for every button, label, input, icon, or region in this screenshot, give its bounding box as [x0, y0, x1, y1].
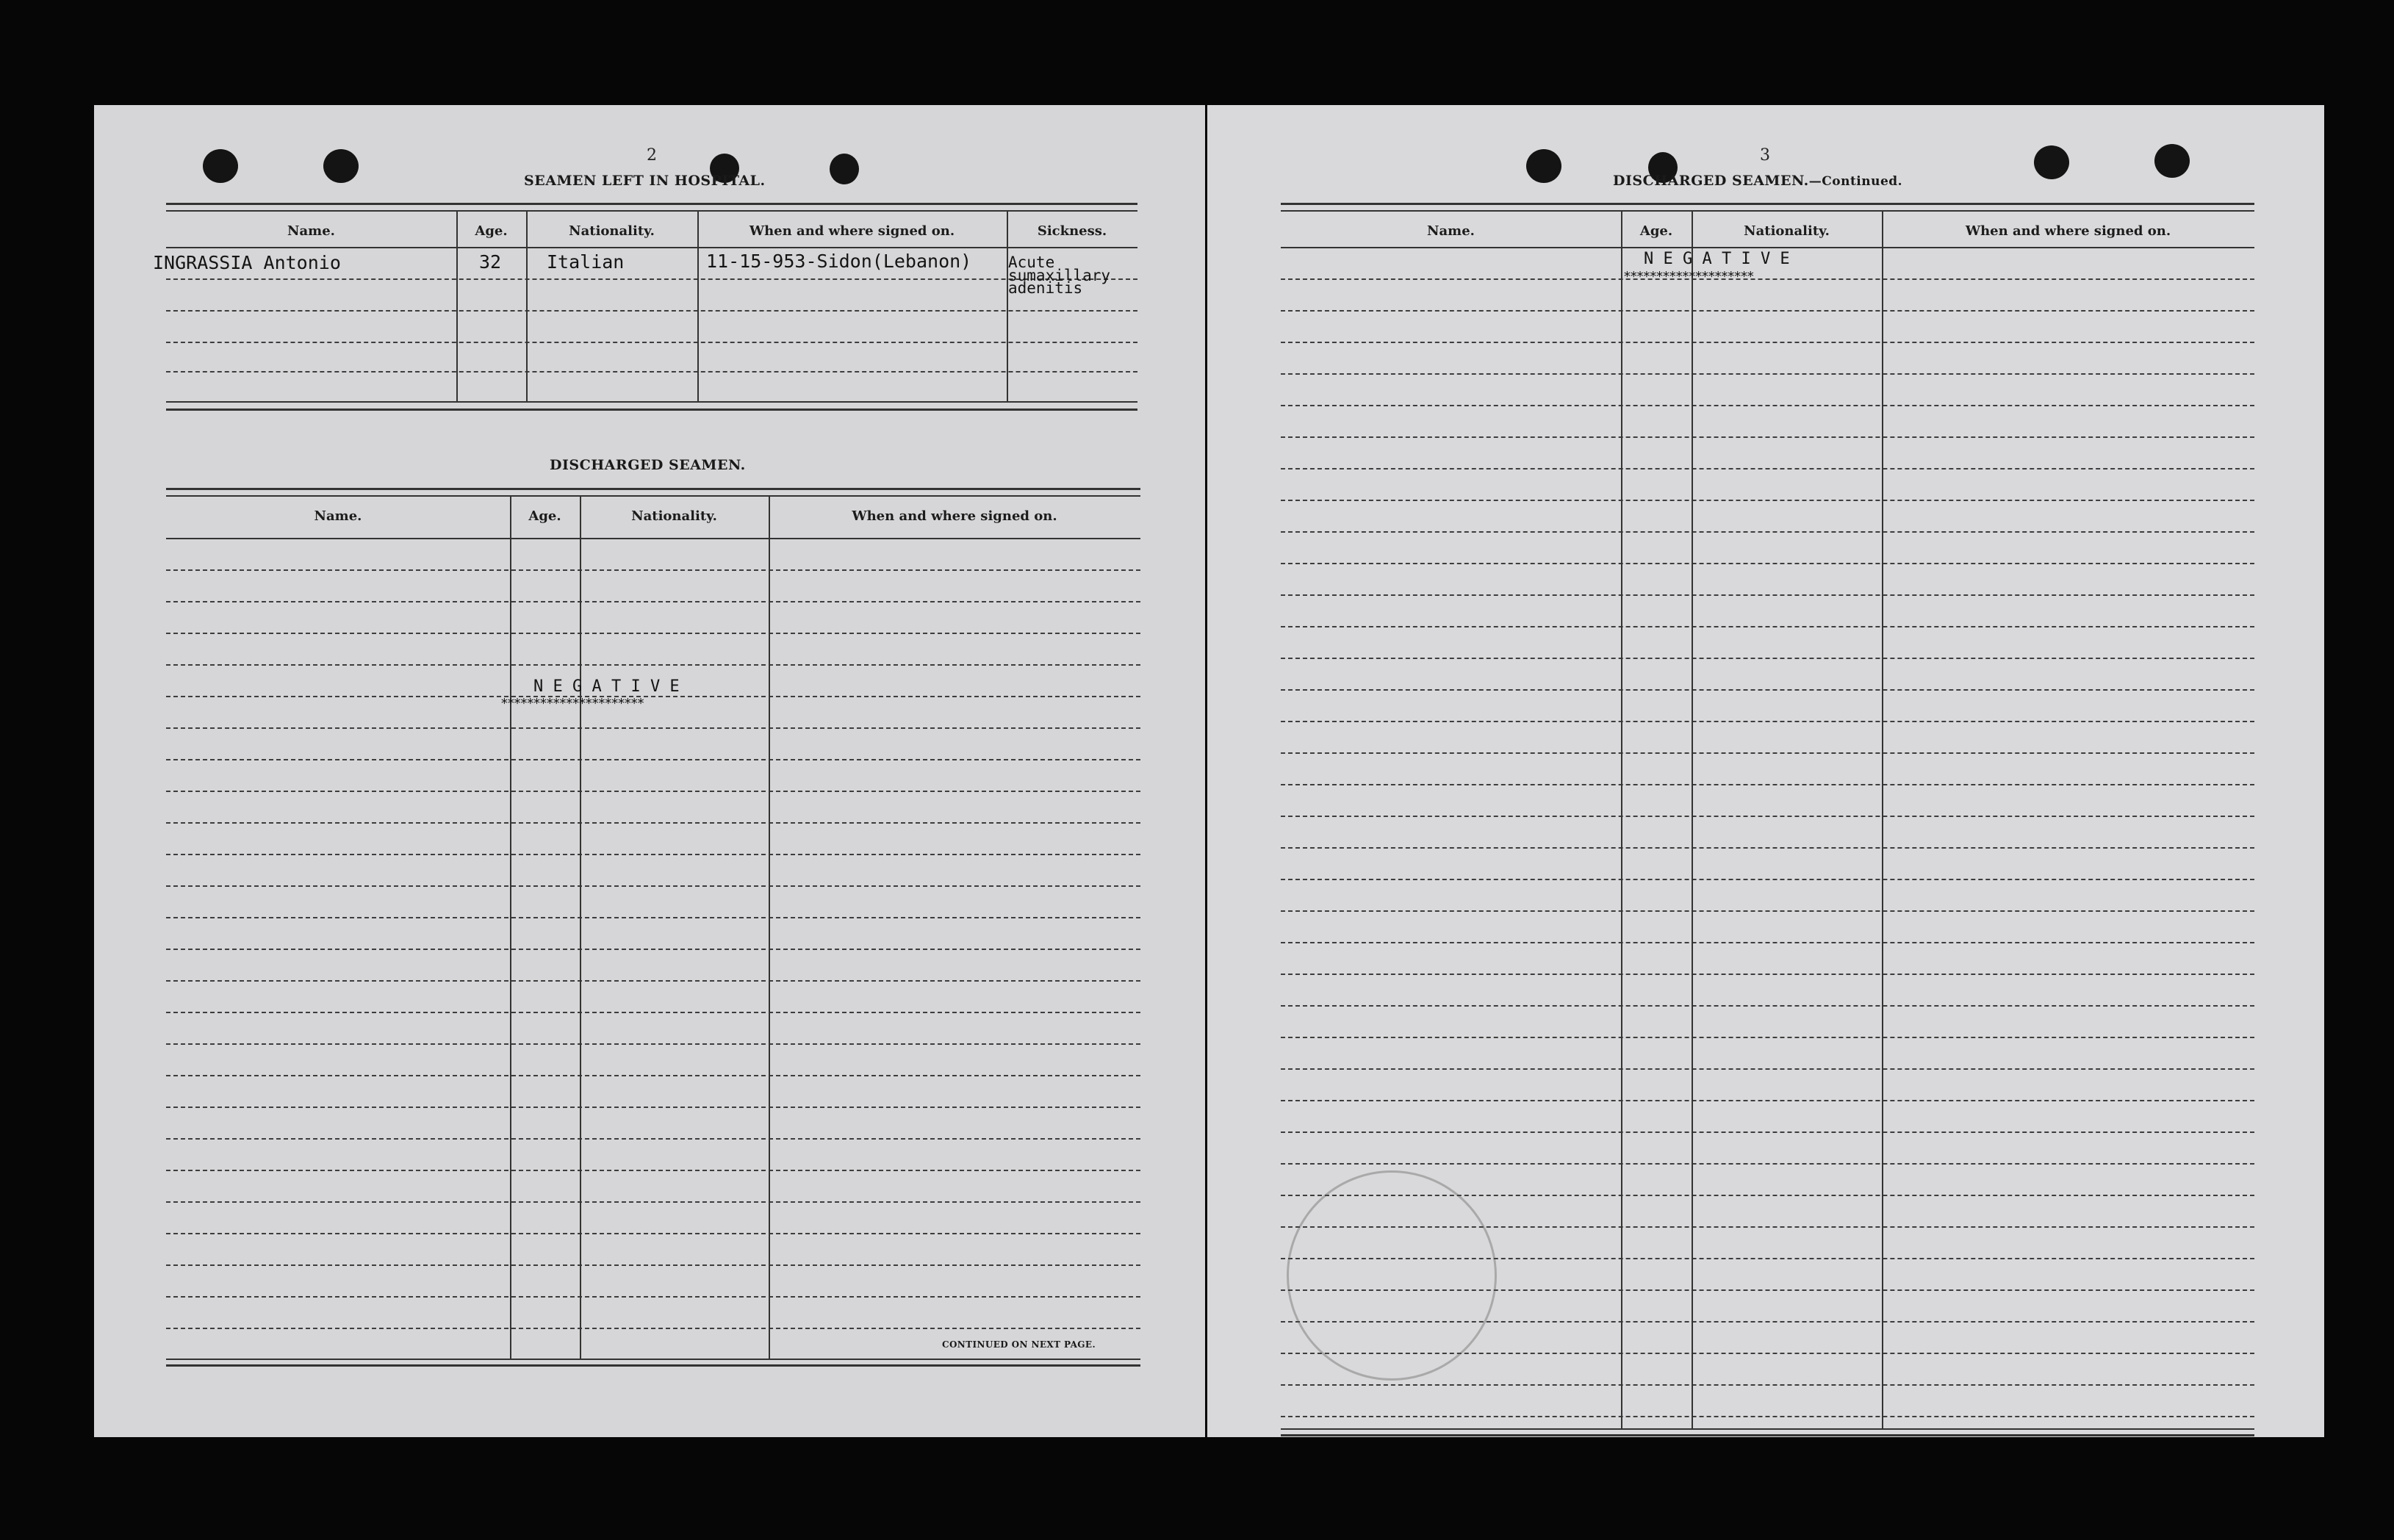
punch-hole	[1526, 149, 1561, 183]
title-suffix: —Continued.	[1808, 174, 1903, 189]
header-name: Name.	[314, 508, 362, 524]
header-nationality: Nationality.	[631, 508, 717, 524]
page-number: 3	[1760, 146, 1770, 165]
punch-hole	[830, 154, 859, 184]
header-age: Age.	[475, 223, 508, 239]
seaman-sickness: adenitis	[1008, 279, 1083, 297]
right-page	[1207, 105, 2324, 1437]
negative-underline: ********************	[1623, 269, 1753, 284]
punch-hole	[323, 149, 359, 183]
header-signed-on: When and where signed on.	[749, 223, 955, 239]
seaman-name: INGRASSIA Antonio	[153, 252, 341, 273]
negative-entry: N E G A T I V E	[1644, 250, 1790, 268]
header-name: Name.	[1427, 223, 1475, 239]
header-nationality: Nationality.	[1744, 223, 1830, 239]
header-sickness: Sickness.	[1037, 223, 1107, 239]
punch-hole	[2154, 144, 2190, 178]
continued-note: CONTINUED ON NEXT PAGE.	[942, 1339, 1096, 1350]
negative-underline: **********************	[500, 696, 644, 711]
header-name: Name.	[287, 223, 335, 239]
seaman-sickness: Acute	[1008, 253, 1055, 271]
seaman-age: 32	[479, 251, 502, 273]
seaman-sickness: sumaxillary	[1008, 267, 1111, 284]
header-signed-on: When and where signed on.	[1965, 223, 2171, 239]
header-signed-on: When and where signed on.	[852, 508, 1057, 524]
left-page	[94, 105, 1205, 1437]
hospital-section-title: SEAMEN LEFT IN HOSPITAL.	[524, 173, 766, 189]
header-age: Age.	[1639, 223, 1673, 239]
faded-stamp	[1287, 1170, 1497, 1381]
discharged-table	[166, 488, 1140, 1443]
continued-section-title	[1613, 173, 1902, 189]
negative-entry: N E G A T I V E	[533, 677, 680, 696]
seaman-nationality: Italian	[547, 251, 625, 273]
title-main: DISCHARGED SEAMEN.	[1613, 173, 1809, 189]
discharged-section-title: DISCHARGED SEAMEN.	[550, 457, 746, 473]
punch-hole	[2034, 145, 2069, 179]
punch-hole	[203, 149, 238, 183]
page-number: 2	[647, 146, 657, 165]
header-age: Age.	[528, 508, 561, 524]
header-nationality: Nationality.	[569, 223, 655, 239]
seaman-signed-on: 11-15-953-Sidon(Lebanon)	[706, 251, 972, 272]
